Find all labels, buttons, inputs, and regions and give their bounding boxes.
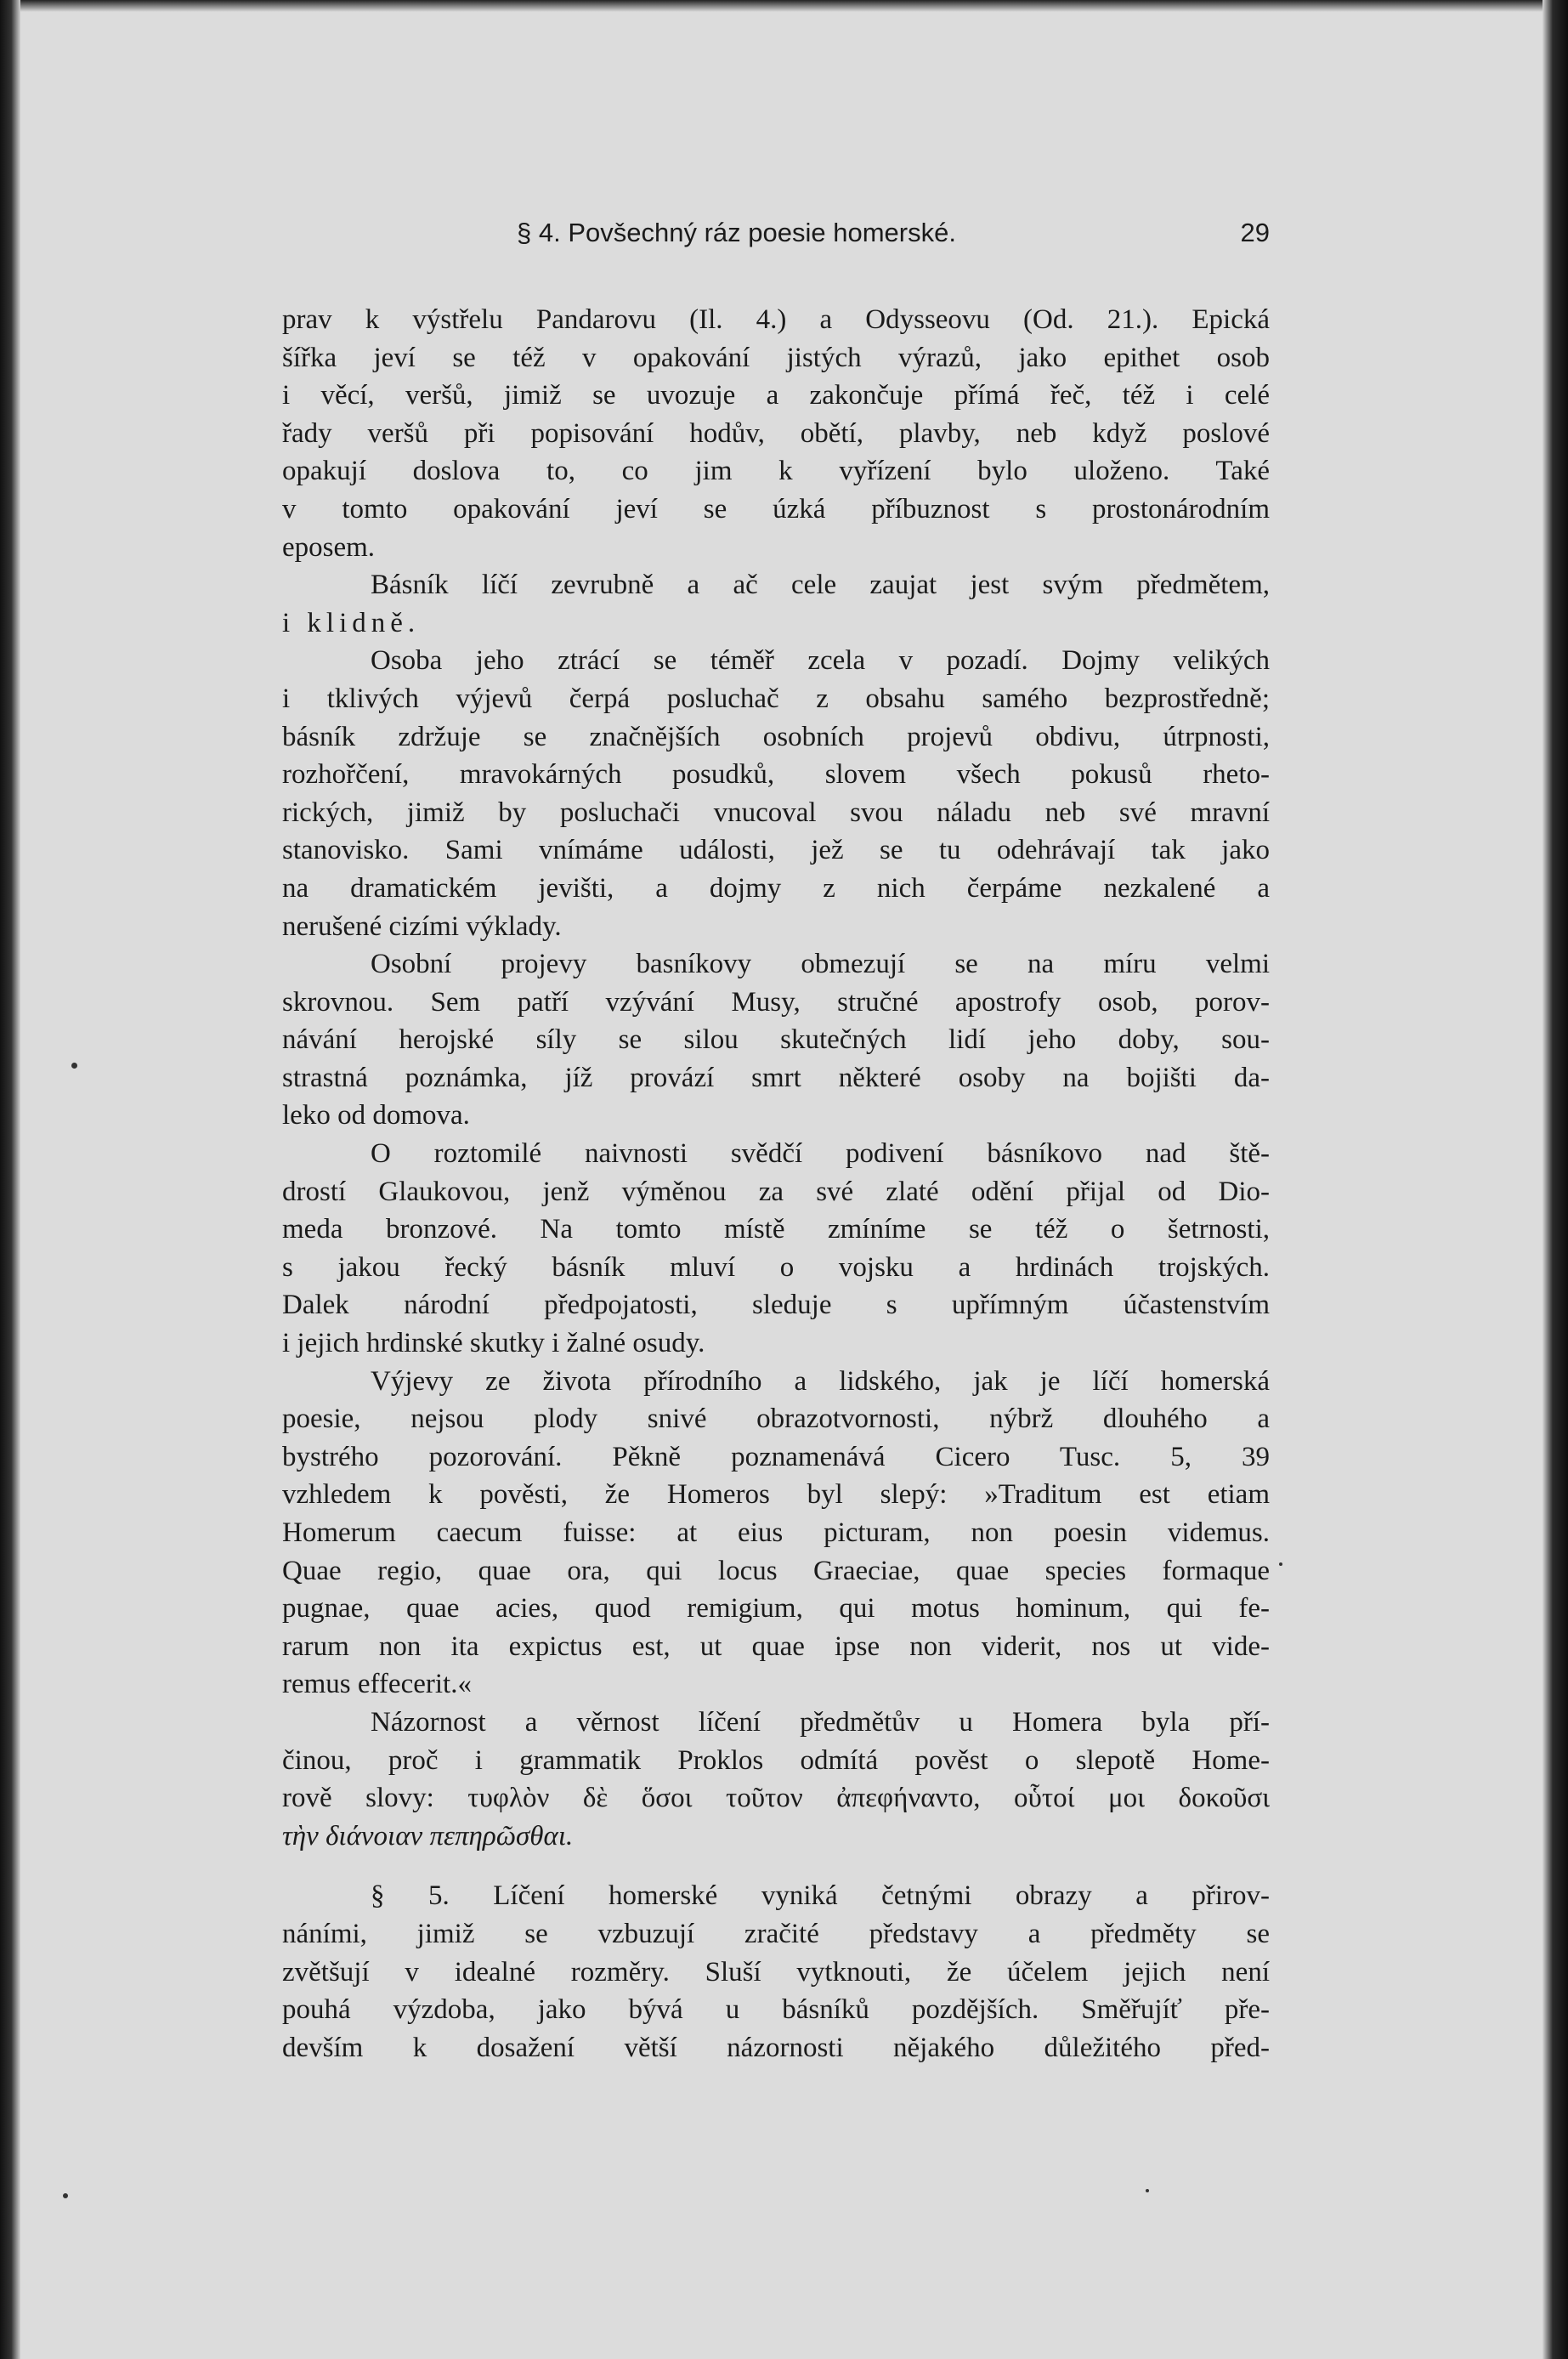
text-line: opakují doslova to, co jim k vyřízení bylo uloženo. Také [282, 456, 1270, 487]
scan-speck [63, 2193, 68, 2198]
text-line: poesie, nejsou plody snivé obrazotvornosti, nýbrž dlouhého a [282, 1403, 1270, 1435]
text-line: Dalek národní předpojatosti, sleduje s upřímným účastenstvím [282, 1290, 1270, 1321]
text-line: i tklivých výjevů čerpá posluchač z obsahu samého bezprostředně; [282, 683, 1270, 714]
text-line: Názornost a věrnost líčení předmětův u Homera byla pří- [371, 1706, 1270, 1738]
text-line: vzhledem k pověsti, že Homeros byl slepý: »Traditum est etiam [282, 1479, 1270, 1511]
text-line: na dramatickém jevišti, a dojmy z nich čerpáme nezkalené a [282, 872, 1270, 904]
text-line: s jakou řecký básník mluví o vojsku a hrdinách trojských. [282, 1251, 1270, 1283]
text-line: náními, jimiž se vzbuzují zračité představy a předměty se [282, 1918, 1270, 1949]
text-line: řady veršů při popisování hodův, obětí, plavby, neb když poslové [282, 417, 1270, 449]
text-line: rických, jimiž by posluchači vnucoval svou náladu neb své mravní [282, 797, 1270, 828]
scan-speck [71, 1063, 77, 1069]
text-line: šířka jeví se též v opakování jistých výrazů, jako epithet osob [282, 342, 1270, 373]
text-line: rarum non ita expictus est, ut quae ipse non viderit, nos ut vide- [282, 1630, 1270, 1662]
running-head [282, 213, 1270, 255]
text-line: rově slovy: τυφλὸν δὲ ὅσοι τοῦτον ἀπεφήναντο, οὗτοί μοι δοκοῦσι [282, 1783, 1270, 1814]
text-line: meda bronzové. Na tomto místě zmíníme se též o šetrnosti, [282, 1214, 1270, 1245]
text-line: i klidně. [282, 607, 421, 638]
text-line: eposem. [282, 531, 376, 563]
text-line: leko od domova. [282, 1100, 470, 1131]
greek-quote-line: τὴν διάνοιαν πεπηρῶσθαι. [282, 1820, 574, 1851]
text-line: i jejich hrdinské skutky i žalné osudy. [282, 1328, 705, 1359]
text-line: nerušené cizími výklady. [282, 910, 562, 942]
scan-speck [1279, 1562, 1282, 1566]
text-line: devším k dosažení větší názornosti nějakého důležitého před- [282, 2032, 1270, 2063]
scan-edge-left [0, 0, 20, 2359]
text-line: pouhá výzdoba, jako bývá u básníků pozdějších. Směřujíť pře- [282, 1994, 1270, 2026]
text-line: Osoba jeho ztrácí se téměř zcela v pozadí. Dojmy velikých [371, 645, 1270, 677]
scan-speck [1146, 2189, 1149, 2192]
text-line: návání herojské síly se silou skutečných lidí jeho doby, sou- [282, 1024, 1270, 1056]
text-line: Quae regio, quae ora, qui locus Graeciae, quae species formaque [282, 1555, 1270, 1586]
text-line: skrovnou. Sem patří vzývání Musy, stručné apostrofy osob, porov- [282, 986, 1270, 1018]
scan-edge-right [1543, 0, 1568, 2359]
page-number: 29 [1240, 218, 1270, 247]
text-line: básník zdržuje se značnějších osobních projevů obdivu, útrpnosti, [282, 721, 1270, 752]
text-line: pugnae, quae acies, quod remigium, qui motus hominum, qui fe- [282, 1593, 1270, 1625]
text-line: zvětšují v idealné rozměry. Sluší vytknouti, že účelem jejich není [282, 1956, 1270, 1988]
text-line: činou, proč i grammatik Proklos odmítá pověst o slepotě Home- [282, 1744, 1270, 1776]
text-line: drostí Glaukovou, jenž výměnou za své zlaté odění přijal od Dio- [282, 1176, 1270, 1207]
section-title: § 4. Povšechný ráz poesie homerské. [517, 218, 956, 247]
text-line: prav k výstřelu Pandarovu (Il. 4.) a Odysseovu (Od. 21.). Epická [282, 304, 1270, 335]
text-line: v tomto opakování jeví se úzká příbuznost s prostonárodním [282, 493, 1270, 525]
text-line: i věcí, veršů, jimiž se uvozuje a zakončuje přímá řeč, též i celé [282, 380, 1270, 411]
section-5-heading-line: § 5. Líčení homerské vyniká četnými obrazy a přirov- [371, 1880, 1270, 1912]
text-line: remus effecerit.« [282, 1669, 472, 1700]
text-line: O roztomilé naivnosti svědčí podivení básníkovo nad ště- [371, 1138, 1270, 1170]
text-line: Básník líčí zevrubně a ač cele zaujat jest svým předmětem, [371, 570, 1270, 601]
book-page [282, 213, 1270, 2067]
body-text [282, 301, 1270, 2067]
text-line: rozhořčení, mravokárných posudků, slovem všech pokusů rheto- [282, 759, 1270, 791]
text-line: stanovisko. Sami vnímáme události, jež se tu odehrávají tak jako [282, 835, 1270, 866]
text-line: Výjevy ze života přírodního a lidského, jak je líčí homerská [371, 1365, 1270, 1397]
text-line: strastná poznámka, jíž provází smrt některé osoby na bojišti da- [282, 1062, 1270, 1093]
text-line: Homerum caecum fuisse: at eius picturam, non poesin videmus. [282, 1517, 1270, 1548]
text-line: Osobní projevy basníkovy obmezují se na míru velmi [371, 949, 1270, 980]
scan-edge-top [0, 0, 1568, 12]
text-line: bystrého pozorování. Pěkně poznamenává Cicero Tusc. 5, 39 [282, 1441, 1270, 1472]
